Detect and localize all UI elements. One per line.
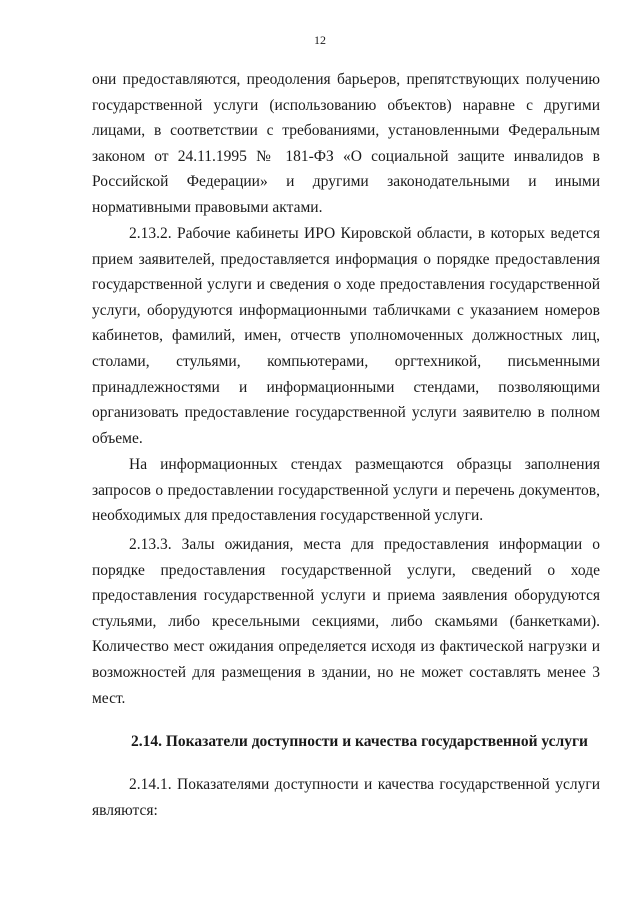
page-number: 12 [314,33,326,47]
section-heading-2-14: 2.14. Показатели доступности и качества государственной услуги [131,733,588,750]
paragraph-info-stands: На информационных стендах размещаются образцы заполнения запросов о предоставлении государственной услуги и перечень документов, необходимых для предоставления государственной услуги. [92,456,600,525]
paragraph-2-14-1: 2.14.1. Показателями доступности и качества государственной услуги являются: [92,776,600,819]
paragraph-2-13-3: 2.13.3. Залы ожидания, места для предоставления информации о порядке предоставления государственной услуги, сведений о ходе предоставления государственной услуги и приема заявления оборудуются стульями, либо кресельными секциями, либо скамьями (банкетками). Количество мест ожидания определяется исходя из фактической нагрузки и возможностей для размещения в здании, но не может составлять менее 3 мест. [92,536,600,707]
paragraph-continuation: они предоставляются, преодоления барьеров, препятствующих получению государственной услуги (использованию объектов) наравне с другими лицами, в соответствии с требованиями, установленными Федеральным законом от 24.11.1995 № 181-ФЗ «О социальной защите инвалидов в Российской Федерации» и другими законодательными и иными нормативными правовыми актами. [92,71,600,216]
paragraph-2-13-2: 2.13.2. Рабочие кабинеты ИРО Кировской области, в которых ведется прием заявителей, предоставляется информация о порядке предоставления государственной услуги и сведения о ходе предоставления государственной услуги, оборудуются информационными табличками с указанием номеров кабинетов, фамилий, имен, отчеств уполномоченных должностных лиц, столами, стульями, компьютерами, оргтехникой, письменными принадлежностями и информационными стендами, позволяющими организовать предоставление государственной услуги заявителю в полном объеме. [92,225,600,447]
